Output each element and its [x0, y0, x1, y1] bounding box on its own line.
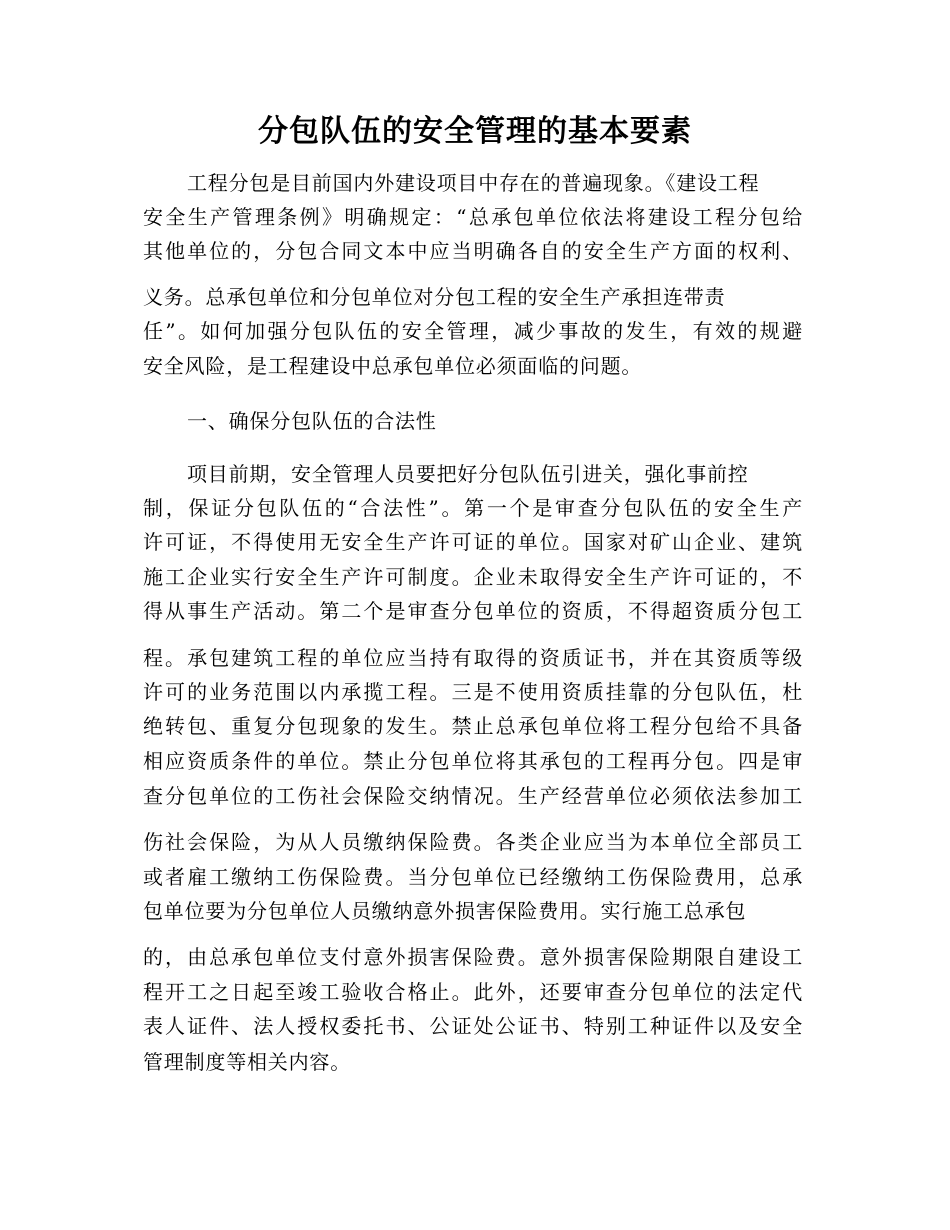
section1-line: 表人证件、法人授权委托书、公证处公证书、特别工种证件以及安全 [143, 1014, 803, 1038]
section1-line: 或者雇工缴纳工伤保险费。当分包单位已经缴纳工伤保险费用，总承 [143, 865, 803, 889]
intro-line: 工程分包是目前国内外建设项目中存在的普遍现象。《建设工程 [187, 171, 760, 195]
section1-line: 查分包单位的工伤社会保险交纳情况。生产经营单位必须依法参加工 [143, 784, 803, 808]
section1-line: 管理制度等相关内容。 [143, 1050, 351, 1074]
section1-line: 的，由总承包单位支付意外损害保险费。意外损害保险期限自建设工 [143, 945, 803, 969]
section1-line: 伤社会保险，为从人员缴纳保险费。各类企业应当为本单位全部员工 [143, 830, 803, 854]
intro-line: 安全生产管理条例》明确规定：“总承包单位依法将建设工程分包给 [143, 205, 803, 229]
intro-line: 任”。如何加强分包队伍的安全管理，减少事故的发生，有效的规避 [143, 319, 803, 343]
section1-line: 许可证，不得使用无安全生产许可证的单位。国家对矿山企业、建筑 [143, 530, 803, 554]
section1-line: 许可的业务范围以内承揽工程。三是不使用资质挂靠的分包队伍，杜 [143, 680, 803, 704]
section1-line: 项目前期，安全管理人员要把好分包队伍引进关，强化事前控 [187, 462, 749, 486]
section1-line: 得从事生产活动。第二个是审查分包单位的资质，不得超资质分包工 [143, 599, 803, 623]
section1-line: 程开工之日起至竣工验收合格止。此外，还要审查分包单位的法定代 [143, 980, 803, 1004]
section1-line: 程。承包建筑工程的单位应当持有取得的资质证书，并在其资质等级 [143, 646, 803, 670]
section-heading: 一、确保分包队伍的合法性 [187, 409, 437, 433]
intro-line: 其他单位的，分包合同文本中应当明确各自的安全生产方面的权利、 [143, 239, 803, 263]
document-title: 分包队伍的安全管理的基本要素 [258, 114, 692, 149]
section1-line: 绝转包、重复分包现象的发生。禁止总承包单位将工程分包给不具备 [143, 714, 803, 738]
section1-line: 包单位要为分包单位人员缴纳意外损害保险费用。实行施工总承包 [143, 899, 747, 923]
section1-line: 制，保证分包队伍的“合法性”。第一个是审查分包队伍的安全生产 [143, 496, 803, 520]
section1-line: 施工企业实行安全生产许可制度。企业未取得安全生产许可证的，不 [143, 565, 803, 589]
intro-line: 义务。总承包单位和分包单位对分包工程的安全生产承担连带责 [143, 285, 726, 309]
section1-line: 相应资质条件的单位。禁止分包单位将其承包的工程再分包。四是审 [143, 749, 803, 773]
intro-line: 安全风险，是工程建设中总承包单位必须面临的问题。 [143, 354, 643, 378]
